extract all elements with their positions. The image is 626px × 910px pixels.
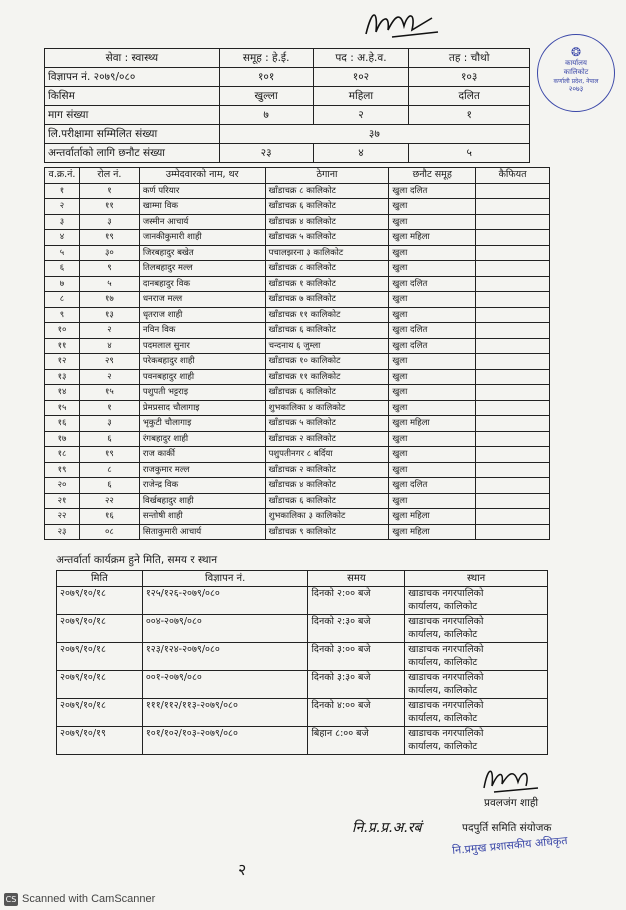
place-line1: खाडाचक नगरपालिको [408,616,484,627]
summary-merged-value: ३७ [219,125,529,144]
schedule-place [405,727,548,755]
table-cell: खुला [389,245,476,261]
table-cell [476,431,550,447]
table-cell: खुला महिला [389,230,476,246]
table-cell: खाँडाचक्र ७ कालिकोट [265,292,389,308]
table-cell: १७ [79,292,139,308]
table-cell [476,245,550,261]
table-cell: ११ [79,199,139,215]
table-cell [476,478,550,494]
table-row [45,199,550,215]
schedule-date: २०७९/१०/१९ [57,727,143,755]
stamp-line2: कालिकोट [563,68,589,76]
place-line1: खाडाचक नगरपालिको [408,588,484,599]
office-stamp [537,34,615,112]
table-cell: ६ [79,431,139,447]
table-cell: ३ [45,214,80,230]
table-cell: ५ [79,276,139,292]
table-cell: १९ [79,447,139,463]
table-cell: खाँडाचक्र ९ कालिकोट [265,524,389,540]
table-cell [476,385,550,401]
table-cell: १३ [79,307,139,323]
table-cell: १ [45,183,80,199]
table-cell: परेकबहादुर शाही [139,354,265,370]
column-header: विज्ञापन नं. [142,571,308,587]
table-cell: १७ [45,431,80,447]
summary-value: ७ [219,106,313,125]
table-cell [476,447,550,463]
table-cell: १८ [45,447,80,463]
schedule-table-header [57,571,548,587]
signatory-role-prefix: नि.प्र.प्र.अ.रबं [352,820,422,836]
top-signature [362,4,442,44]
schedule-ad-number: ००४-२०७९/०८० [142,615,308,643]
vacancy-summary-table [44,48,530,163]
table-cell: खुला महिला [389,524,476,540]
column-header: समय [308,571,405,587]
table-cell: पचालझरना ३ कालिकोट [265,245,389,261]
table-cell [476,416,550,432]
table-cell [476,338,550,354]
table-cell: खाँडाचक्र ५ कालिकोट [265,230,389,246]
table-cell: खाँडाचक्र ५ कालिकोट [265,416,389,432]
table-row [45,369,550,385]
table-cell: २३ [45,524,80,540]
table-cell: ९ [79,261,139,277]
table-cell: ४ [79,338,139,354]
summary-value: १ [409,106,530,125]
table-cell: खाँडाचक्र ८ कालिकोट [265,183,389,199]
table-cell: खाँडाचक्र ४ कालिकोट [265,478,389,494]
table-cell: शुभकालिका ४ कालिकोट [265,400,389,416]
summary-label: लि.परीक्षामा सम्मिलित संख्या [45,125,220,144]
table-cell: २ [79,369,139,385]
table-cell: राजकुमार मल्ल [139,462,265,478]
table-cell: खाँडाचक्र २ कालिकोट [265,431,389,447]
column-header: उम्मेदवारको नाम, थर [139,168,265,184]
summary-value: दलित [409,87,530,106]
table-cell [476,400,550,416]
table-cell [476,292,550,308]
table-cell: २२ [79,493,139,509]
table-row [45,400,550,416]
schedule-place [405,587,548,615]
place-line2: कार्यालय, कालिकोट [408,741,478,752]
schedule-date: २०७९/१०/१८ [57,699,143,727]
emblem-icon: ❂ [570,45,582,59]
table-cell: नविन विक [139,323,265,339]
table-row [45,292,550,308]
table-cell: ५ [45,245,80,261]
summary-label: विज्ञापन नं. २०७९/०८० [45,68,220,87]
table-cell: ८ [45,292,80,308]
summary-label: किसिम [45,87,220,106]
summary-value: ५ [409,144,530,163]
table-row [45,385,550,401]
table-cell: खाँडाचक्र ११ कालिकोट [265,369,389,385]
table-cell [476,354,550,370]
place-line2: कार्यालय, कालिकोट [408,657,478,668]
place-line2: कार्यालय, कालिकोट [408,713,478,724]
table-cell: पशुपती भट्टराइ [139,385,265,401]
table-row [45,478,550,494]
scanner-badge: CS [5,895,17,904]
schedule-row [57,727,548,755]
table-cell: ७ [45,276,80,292]
table-cell: खाँडाचक्र ८ कालिकोट [265,261,389,277]
column-header: रोल नं. [79,168,139,184]
table-cell: खाँडाचक्र ६ कालिकोट [265,493,389,509]
table-cell [476,261,550,277]
table-cell: खाम्मा विक [139,199,265,215]
signatory-office: नि.प्रमुख प्रशासकीय अधिकृत [451,833,569,858]
column-header: व.क्र.नं. [45,168,80,184]
schedule-ad-number: ००१-२०७९/०८० [142,671,308,699]
schedule-row [57,699,548,727]
summary-value: ४ [313,144,409,163]
column-header: स्थान [405,571,548,587]
summary-row [45,125,530,144]
summary-cell: समूह : हे.ई. [219,49,313,68]
table-row [45,323,550,339]
summary-row [45,144,530,163]
table-cell: पदमलाल सुनार [139,338,265,354]
table-cell [476,276,550,292]
table-cell: ४ [45,230,80,246]
table-cell [476,524,550,540]
table-cell: १६ [79,509,139,525]
summary-value: २३ [219,144,313,163]
schedule-date: २०७९/१०/१८ [57,587,143,615]
place-line2: कार्यालय, कालिकोट [408,601,478,612]
column-header: छनौट समूह [389,168,476,184]
summary-cell: सेवा : स्वास्थ्य [45,49,220,68]
table-cell: ३ [79,416,139,432]
table-cell: ११ [45,338,80,354]
table-cell: २२ [45,509,80,525]
schedule-time: दिनको २:०० बजे [308,587,405,615]
summary-row [45,87,530,106]
summary-value: १०३ [409,68,530,87]
table-cell: १ [79,400,139,416]
table-cell: खुला दलित [389,338,476,354]
summary-value: २ [313,106,409,125]
table-cell: २९ [79,354,139,370]
table-cell: १९ [79,230,139,246]
table-row [45,354,550,370]
table-cell: सन्तोषी शाही [139,509,265,525]
table-cell: खुला दलित [389,276,476,292]
schedule-ad-number: १२३/१२४-२०७९/०८० [142,643,308,671]
table-cell: ६ [45,261,80,277]
table-cell: धनराज मल्ल [139,292,265,308]
table-cell [476,509,550,525]
schedule-place [405,643,548,671]
table-cell: ०८ [79,524,139,540]
table-cell: जिरबहादुर बखेत [139,245,265,261]
table-cell: १२ [45,354,80,370]
table-row [45,524,550,540]
table-cell: प्रेमप्रसाद चौलागाइ [139,400,265,416]
signatory-name: प्रवलजंग शाही [484,797,539,809]
place-line1: खाडाचक नगरपालिको [408,728,484,739]
schedule-row [57,671,548,699]
table-cell: खुला [389,261,476,277]
schedule-row [57,587,548,615]
table-cell: खुला [389,447,476,463]
table-row [45,416,550,432]
summary-value: महिला [313,87,409,106]
table-cell: खुला महिला [389,509,476,525]
place-line2: कार्यालय, कालिकोट [408,629,478,640]
table-cell [476,323,550,339]
schedule-place [405,671,548,699]
bottom-signature-scribble [480,762,540,794]
table-cell: खुला [389,292,476,308]
table-cell [476,369,550,385]
table-cell: खाँडाचक्र ४ कालिकोट [265,214,389,230]
summary-value: १०१ [219,68,313,87]
table-cell: १९ [45,462,80,478]
summary-value: खुल्ला [219,87,313,106]
candidate-table [44,167,550,540]
table-cell: शुभकालिका ३ कालिकोट [265,509,389,525]
place-line1: खाडाचक नगरपालिको [408,700,484,711]
table-cell: ३ [79,214,139,230]
place-line1: खाडाचक नगरपालिको [408,672,484,683]
table-cell [476,230,550,246]
table-cell: खुला [389,493,476,509]
table-cell: २ [79,323,139,339]
table-cell: ६ [79,478,139,494]
table-cell: ८ [79,462,139,478]
table-cell: जानकीकुमारी शाही [139,230,265,246]
schedule-date: २०७९/१०/१८ [57,615,143,643]
table-cell [476,493,550,509]
table-cell: २१ [45,493,80,509]
schedule-time: बिहान ८:०० बजे [308,727,405,755]
schedule-ad-number: १२५/१२६-२०७९/०८० [142,587,308,615]
schedule-place [405,615,548,643]
table-cell: भृकुटी चौलागाइ [139,416,265,432]
interview-schedule-table [56,570,548,755]
summary-label: माग संख्या [45,106,220,125]
table-cell: जस्मीन आचार्य [139,214,265,230]
table-cell: २० [45,478,80,494]
table-cell: खुला [389,354,476,370]
column-header: ठेगाना [265,168,389,184]
schedule-time: दिनको ३:०० बजे [308,643,405,671]
place-line2: कार्यालय, कालिकोट [408,685,478,696]
signatory-role: पदपुर्ति समिति संयोजक [462,822,552,834]
table-cell: २ [45,199,80,215]
table-cell: खाँडाचक्र ६ कालिकोट [265,385,389,401]
stamp-year: २०७३ [568,85,584,93]
table-cell [476,214,550,230]
table-cell: खुला दलित [389,478,476,494]
schedule-time: दिनको २:३० बजे [308,615,405,643]
table-cell: खुला [389,400,476,416]
schedule-ad-number: १११/११२/११३-२०७९/०८० [142,699,308,727]
table-cell: खुला [389,307,476,323]
table-cell: १४ [45,385,80,401]
summary-row [45,106,530,125]
schedule-date: २०७९/१०/१८ [57,671,143,699]
table-cell [476,199,550,215]
table-cell: खुला [389,214,476,230]
table-cell: खाँडाचक्र ६ कालिकोट [265,199,389,215]
table-cell: रंगबहादुर शाही [139,431,265,447]
table-cell: १० [45,323,80,339]
table-cell: खुला महिला [389,416,476,432]
table-cell: खुला [389,385,476,401]
table-cell: खाँडाचक्र २ कालिकोट [265,462,389,478]
summary-label: अन्तर्वार्ताको लागि छनौट संख्या [45,144,220,163]
table-cell: खाँडाचक्र १० कालिकोट [265,354,389,370]
table-row [45,338,550,354]
table-cell [476,462,550,478]
summary-row [45,49,530,68]
table-cell: १३ [45,369,80,385]
table-row [45,462,550,478]
summary-cell: पद : अ.हे.व. [313,49,409,68]
place-line1: खाडाचक नगरपालिको [408,644,484,655]
stamp-line3: कर्णाली प्रदेश, नेपाल [553,78,599,85]
summary-cell: तह : चौथो [409,49,530,68]
table-row [45,245,550,261]
table-cell: सिताकुमारी आचार्य [139,524,265,540]
table-cell [476,307,550,323]
schedule-time: दिनको ३:३० बजे [308,671,405,699]
table-cell [476,183,550,199]
table-cell: ३० [79,245,139,261]
table-row [45,431,550,447]
table-cell: १६ [45,416,80,432]
table-cell: खुला दलित [389,323,476,339]
table-cell: राज कार्की [139,447,265,463]
table-cell: १५ [45,400,80,416]
schedule-date: २०७९/१०/१८ [57,643,143,671]
table-cell: खाँडाचक्र ११ कालिकोट [265,307,389,323]
table-cell: खुला [389,431,476,447]
table-row [45,261,550,277]
table-cell: विर्खबहादुर शाही [139,493,265,509]
page-number: २ [238,860,247,879]
table-cell: खाँडाचक्र १ कालिकोट [265,276,389,292]
table-cell: तिलबहादुर मल्ल [139,261,265,277]
schedule-row [57,643,548,671]
table-cell: ९ [45,307,80,323]
table-cell: दानबहादुर विक [139,276,265,292]
table-cell: १ [79,183,139,199]
table-row [45,447,550,463]
table-cell: १५ [79,385,139,401]
candidate-table-header [45,168,550,184]
table-cell: धृतराज शाही [139,307,265,323]
table-row [45,183,550,199]
schedule-ad-number: १०१/१०२/१०३-२०७९/०८० [142,727,308,755]
table-cell: खुला दलित [389,183,476,199]
schedule-place [405,699,548,727]
table-row [45,493,550,509]
column-header: कैफियत [476,168,550,184]
summary-row [45,68,530,87]
table-cell: खाँडाचक्र ६ कालिकोट [265,323,389,339]
schedule-time: दिनको ४:०० बजे [308,699,405,727]
table-cell: पशुपतीनगर ८ बर्दिया [265,447,389,463]
table-cell: कर्ण परियार [139,183,265,199]
table-cell: पवनबहादुर शाही [139,369,265,385]
table-row [45,509,550,525]
table-row [45,307,550,323]
summary-value: १०२ [313,68,409,87]
column-header: मिति [57,571,143,587]
table-cell: खुला [389,462,476,478]
table-row [45,276,550,292]
table-row [45,214,550,230]
scanner-footer-text: Scanned with CamScanner [22,893,156,905]
table-cell: राजेन्द्र विक [139,478,265,494]
schedule-row [57,615,548,643]
stamp-line1: कार्यालय [565,59,587,67]
table-cell: चन्दनाथ ६ जुम्ला [265,338,389,354]
table-cell: खुला [389,369,476,385]
schedule-heading: अन्तर्वार्ता कार्यक्रम हुने मिति, समय र स्थान [56,554,218,566]
table-row [45,230,550,246]
table-cell: खुला [389,199,476,215]
